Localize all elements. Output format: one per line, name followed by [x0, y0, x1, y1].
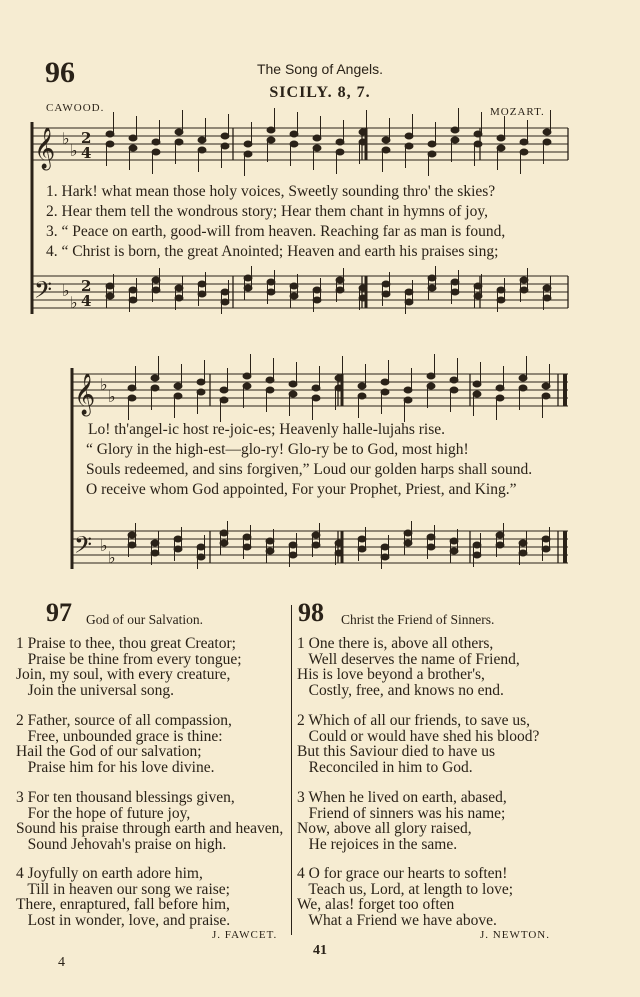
notehead — [152, 149, 160, 155]
notehead — [221, 299, 229, 305]
svg-text:♭: ♭ — [62, 281, 70, 300]
stanza: 2 Father, source of all compassion, Free, unbounded grace is thine: Hail the God of our salvation; Praise him for his love divine. — [16, 712, 232, 776]
treble-clef-icon: 𝄞 — [34, 128, 56, 169]
notehead — [312, 542, 320, 548]
bass-clef-icon: 𝄢 — [74, 531, 93, 564]
notehead — [175, 129, 183, 135]
notehead — [221, 289, 229, 295]
notehead — [358, 546, 366, 552]
notehead — [359, 285, 367, 291]
notehead — [427, 383, 435, 389]
notehead — [220, 540, 228, 546]
notehead — [497, 287, 505, 293]
notehead — [497, 145, 505, 151]
notehead — [542, 393, 550, 399]
notehead — [174, 546, 182, 552]
notehead — [381, 554, 389, 560]
notehead — [497, 135, 505, 141]
verse-line: 3. “ Peace on earth, good-will from heaven. Reaching far as man is found, — [46, 223, 506, 240]
stanza: 1 Praise to thee, thou great Creator; Praise be thine from every tongue; Join, my soul, with every creature, Join the universal song. — [16, 635, 242, 699]
notehead — [220, 530, 228, 536]
hymn-number-96: 96 — [45, 56, 75, 89]
notehead — [359, 295, 367, 301]
notehead — [174, 536, 182, 542]
notehead — [244, 275, 252, 281]
notehead — [358, 383, 366, 389]
notehead — [336, 277, 344, 283]
notehead — [174, 383, 182, 389]
svg-text:♭: ♭ — [100, 375, 108, 394]
stanza: 3 When he lived on earth, abased, Friend of sinners was his name; Now, above all glory raised, He rejoices in the same. — [297, 789, 507, 853]
notehead — [128, 542, 136, 548]
notehead — [520, 139, 528, 145]
notehead — [128, 395, 136, 401]
notehead — [243, 544, 251, 550]
svg-text:♭: ♭ — [108, 387, 116, 406]
verse-line: 4. “ Christ is born, the great Anointed; Heaven and earth his praises sing; — [46, 243, 499, 260]
verse-line: Souls redeemed, and sins forgiven,” Loud our golden harps shall sound. — [86, 461, 533, 478]
notehead — [129, 297, 137, 303]
notehead — [359, 129, 367, 135]
notehead — [335, 550, 343, 556]
notehead — [129, 135, 137, 141]
notehead — [106, 293, 114, 299]
column-divider — [291, 605, 292, 935]
notehead — [151, 540, 159, 546]
notehead — [175, 139, 183, 145]
notehead — [543, 285, 551, 291]
notehead — [266, 377, 274, 383]
stanza: 4 Joyfully on earth adore him, Till in heaven our song we raise; There, enraptured, fall before him, Lost in wonder, love, and praise. — [16, 865, 231, 929]
notehead — [243, 534, 251, 540]
composer-left: CAWOOD. — [46, 102, 105, 114]
treble-clef-icon: 𝄞 — [74, 374, 96, 415]
notehead — [382, 137, 390, 143]
notehead — [313, 297, 321, 303]
notehead — [220, 397, 228, 403]
notehead — [450, 548, 458, 554]
notehead — [174, 393, 182, 399]
hymn-title: God of our Salvation. — [86, 612, 203, 627]
notehead — [427, 373, 435, 379]
notehead — [152, 139, 160, 145]
notehead — [451, 137, 459, 143]
notehead — [243, 383, 251, 389]
notehead — [313, 287, 321, 293]
notehead — [244, 285, 252, 291]
notehead — [267, 137, 275, 143]
notehead — [198, 281, 206, 287]
notehead — [543, 139, 551, 145]
svg-text:4: 4 — [81, 292, 92, 310]
svg-text:♭: ♭ — [70, 141, 78, 160]
notehead — [520, 149, 528, 155]
notehead — [175, 285, 183, 291]
notehead — [197, 389, 205, 395]
notehead — [474, 141, 482, 147]
notehead — [266, 538, 274, 544]
notehead — [106, 141, 114, 147]
notehead — [473, 542, 481, 548]
notehead — [451, 279, 459, 285]
notehead — [519, 375, 527, 381]
notehead — [336, 149, 344, 155]
notehead — [474, 283, 482, 289]
notehead — [520, 287, 528, 293]
notehead — [520, 277, 528, 283]
notehead — [404, 540, 412, 546]
notehead — [243, 373, 251, 379]
notehead — [381, 389, 389, 395]
notehead — [428, 285, 436, 291]
notehead — [381, 379, 389, 385]
notehead — [382, 281, 390, 287]
notehead — [151, 375, 159, 381]
notehead — [335, 540, 343, 546]
notehead — [519, 385, 527, 391]
notehead — [496, 385, 504, 391]
notehead — [289, 542, 297, 548]
notehead — [244, 141, 252, 147]
svg-text:♭: ♭ — [100, 536, 108, 555]
notehead — [335, 385, 343, 391]
notehead — [405, 133, 413, 139]
notehead — [543, 295, 551, 301]
svg-text:♭: ♭ — [108, 548, 116, 567]
notehead — [519, 550, 527, 556]
notehead — [473, 552, 481, 558]
verse-line: “ Glory in the high-est—glo-ry! Glo-ry be to God, most high! — [86, 441, 469, 458]
verse-line: O receive whom God appointed, For your Prophet, Priest, and King.” — [86, 481, 517, 498]
noteheads — [106, 108, 551, 569]
notehead — [474, 293, 482, 299]
notehead — [427, 534, 435, 540]
stanza: 4 O for grace our hearts to soften! Teach us, Lord, at length to love; We, alas! forget too often What a Friend we have above. — [297, 865, 514, 929]
notehead — [244, 151, 252, 157]
notehead — [129, 145, 137, 151]
notehead — [450, 538, 458, 544]
notehead — [128, 532, 136, 538]
notehead — [152, 287, 160, 293]
notehead — [358, 393, 366, 399]
notehead — [289, 381, 297, 387]
notehead — [404, 387, 412, 393]
notehead — [428, 141, 436, 147]
notehead — [267, 127, 275, 133]
notehead — [450, 387, 458, 393]
author-credit: J. FAWCET. — [212, 929, 278, 941]
notehead — [152, 277, 160, 283]
notehead — [221, 133, 229, 139]
notehead — [290, 131, 298, 137]
notehead — [428, 151, 436, 157]
notehead — [450, 377, 458, 383]
notehead — [336, 139, 344, 145]
tune-name: SICILY. 8, 7. — [269, 84, 371, 101]
notehead — [312, 395, 320, 401]
notehead — [151, 385, 159, 391]
notehead — [428, 275, 436, 281]
bass-clef-icon: 𝄢 — [34, 276, 53, 309]
notehead — [382, 147, 390, 153]
notehead — [542, 536, 550, 542]
notehead — [496, 542, 504, 548]
composer-right: MOZART. — [490, 106, 545, 118]
notehead — [496, 395, 504, 401]
notehead — [543, 129, 551, 135]
hymn-title: Christ the Friend of Sinners. — [341, 612, 495, 627]
notehead — [359, 139, 367, 145]
stanza: 2 Which of all our friends, to save us, Could or would have shed his blood? But this Saviour died to have us Reconciled in him to God. — [297, 712, 540, 776]
verse-line: 2. Hear them tell the wondrous story; Hear them chant in hymns of joy, — [46, 203, 488, 220]
notehead — [381, 544, 389, 550]
svg-text:4: 4 — [81, 144, 92, 162]
hymn-number-98: 98 — [298, 598, 324, 627]
stanza: 1 One there is, above all others, Well deserves the name of Friend, His is love beyond a brother's, Costly, free, and knows no end. — [297, 635, 520, 699]
notehead — [197, 544, 205, 550]
system1-bass-staff — [32, 276, 568, 308]
notehead — [474, 131, 482, 137]
notehead — [404, 530, 412, 536]
notehead — [313, 135, 321, 141]
notehead — [405, 299, 413, 305]
notehead — [382, 291, 390, 297]
verse-line: 1. Hark! what mean those holy voices, Sweetly sounding thro' the skies? — [46, 183, 496, 200]
notehead — [267, 289, 275, 295]
notehead — [290, 293, 298, 299]
hymn-number-97: 97 — [46, 598, 72, 627]
notehead — [335, 375, 343, 381]
notehead — [312, 385, 320, 391]
notehead — [197, 554, 205, 560]
signature-mark: 4 — [58, 955, 65, 970]
author-credit: J. NEWTON. — [480, 929, 550, 941]
notehead — [198, 137, 206, 143]
notehead — [404, 397, 412, 403]
notehead — [427, 544, 435, 550]
notehead — [358, 536, 366, 542]
notehead — [197, 379, 205, 385]
notehead — [220, 387, 228, 393]
notehead — [313, 145, 321, 151]
notehead — [175, 295, 183, 301]
notehead — [106, 283, 114, 289]
svg-text:♭: ♭ — [70, 293, 78, 312]
svg-text:2: 2 — [81, 129, 92, 147]
page-number: 41 — [313, 943, 327, 958]
notehead — [267, 279, 275, 285]
notehead — [336, 287, 344, 293]
notehead — [312, 532, 320, 538]
notehead — [405, 143, 413, 149]
verse-line: Lo! th'angel-ic host re-joic-es; Heavenly halle-lujahs rise. — [88, 421, 446, 438]
notehead — [542, 546, 550, 552]
notehead — [290, 283, 298, 289]
notehead — [497, 297, 505, 303]
notehead — [221, 143, 229, 149]
notehead — [496, 532, 504, 538]
notehead — [289, 552, 297, 558]
notehead — [106, 131, 114, 137]
notehead — [519, 540, 527, 546]
svg-text:♭: ♭ — [62, 129, 70, 148]
notehead — [266, 387, 274, 393]
notehead — [151, 550, 159, 556]
notehead — [266, 548, 274, 554]
stanza: 3 For ten thousand blessings given, For the hope of future joy, Sound his praise through earth and heaven, Sound Jehovah's praise on high. — [16, 789, 284, 853]
song-title: The Song of Angels. — [256, 61, 384, 77]
notehead — [198, 291, 206, 297]
notehead — [290, 141, 298, 147]
svg-text:2: 2 — [81, 277, 92, 295]
notehead — [198, 147, 206, 153]
notehead — [129, 287, 137, 293]
notehead — [289, 391, 297, 397]
notehead — [473, 381, 481, 387]
notehead — [451, 127, 459, 133]
notehead — [405, 289, 413, 295]
notehead — [451, 289, 459, 295]
notehead — [473, 391, 481, 397]
notehead — [128, 385, 136, 391]
notehead — [542, 383, 550, 389]
